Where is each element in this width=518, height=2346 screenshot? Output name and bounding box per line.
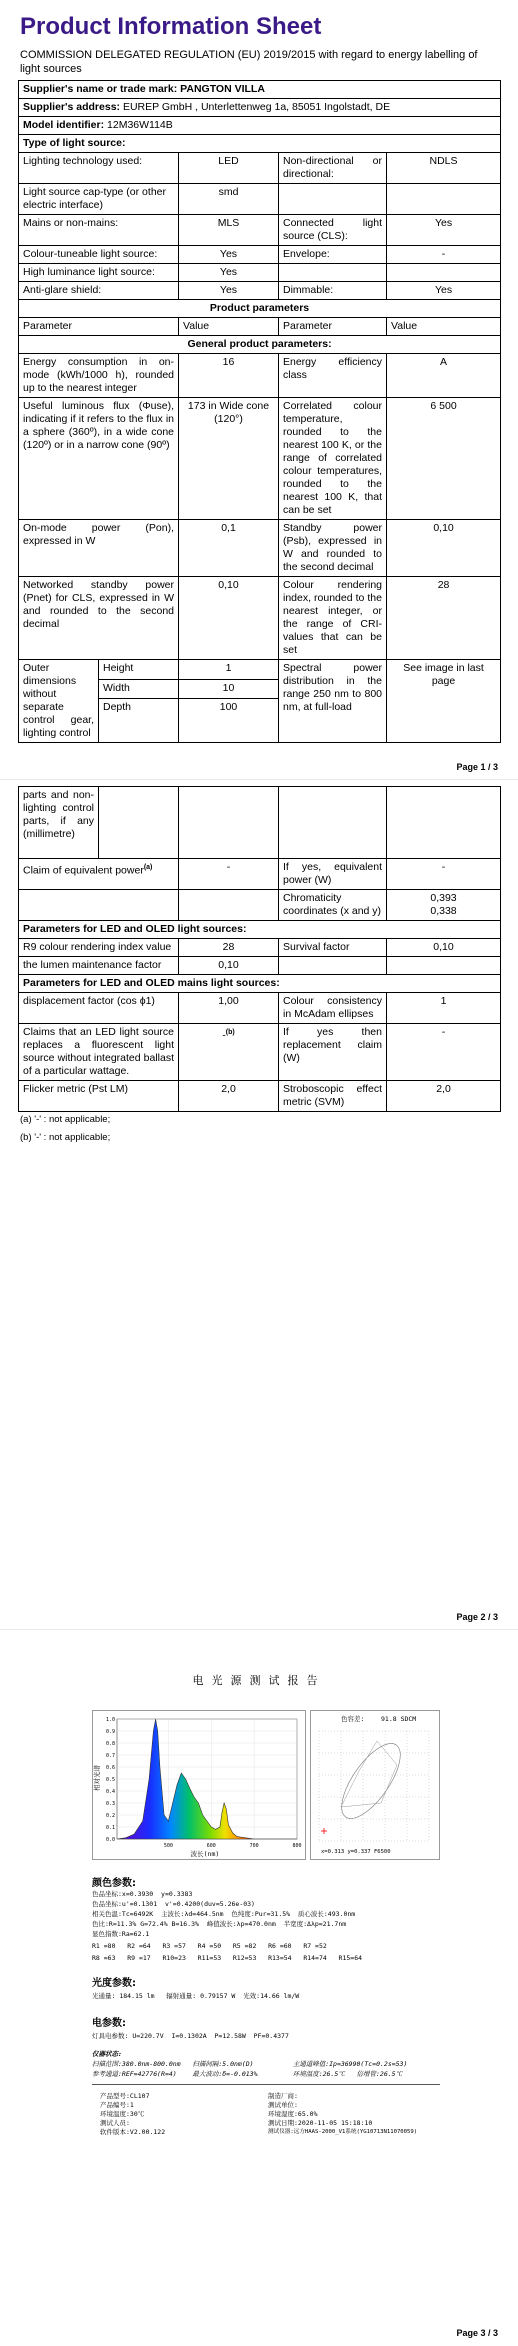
type-header: Type of light source: (19, 135, 501, 153)
footer-left-line: 产品编号:1 (100, 2101, 134, 2109)
electrical-line: 灯具电参数: U=220.7V I=0.1302A P=12.58W PF=0.4377 (92, 2032, 289, 2040)
general-value: 6 500 (387, 398, 501, 520)
claim-value: - (179, 859, 279, 890)
led-param: the lumen maintenance factor (19, 957, 179, 975)
led-param (279, 957, 387, 975)
outer-dimensions-label: Outer dimensions without separate control gear, lighting control (19, 660, 99, 743)
y-tick-label: 0.7 (105, 1753, 115, 1759)
photometric-title: 光度参数: (92, 1978, 136, 1989)
page-1 (0, 0, 518, 780)
claim-label: Claim of equivalent power$^{(a)}$ (19, 859, 179, 890)
cie-chart-svg (311, 1711, 439, 1859)
ifyes-power-label: If yes, equivalent power (W) (279, 859, 387, 890)
general-param: On-mode power (Pon), expressed in W (19, 520, 179, 577)
mains-param: Colour consistency in McAdam ellipses (279, 993, 387, 1024)
type-value (387, 184, 501, 215)
chromaticity-value: 0,393 0,338 (387, 890, 501, 921)
footer-left-line: 测试人员: (100, 2119, 130, 2127)
supplier-name-label: Supplier's name or trade mark: (23, 83, 178, 95)
type-param: Non-directional or directional: (279, 153, 387, 184)
type-value: Yes (179, 246, 279, 264)
page-title: Product Information Sheet (20, 13, 322, 40)
model-row (19, 117, 501, 135)
supplier-address-row (19, 99, 501, 117)
chroma-tolerance-label: 色容差: (341, 1715, 365, 1723)
general-value: 173 in Wide cone (120°) (179, 398, 279, 520)
general-parameters-header: General product parameters: (19, 336, 501, 354)
regulation-subtitle: COMMISSION DELEGATED REGULATION (EU) 2019/2015 with regard to energy labelling of light sources (20, 49, 478, 75)
footer-right-line: 制造厂商: (268, 2092, 298, 2100)
y-axis-label: 相对光谱 (93, 1765, 101, 1791)
instrument-title: 仪器状态: (92, 2050, 122, 2058)
y-tick-label: 1.0 (105, 1717, 115, 1723)
page-2 (0, 780, 518, 1630)
x-tick-label: 500 (163, 1843, 173, 1849)
page-number: Page 3 / 3 (456, 2328, 498, 2338)
general-param: Networked standby power (Pnet) for CLS, expressed in W and rounded to the second decimal (19, 577, 179, 660)
color-param-line: R8 =63 R9 =17 R10=23 R11=53 R12=53 R13=54 R14=74 R15=64 (92, 1954, 363, 1962)
supplier-address-label: Supplier's address: (23, 101, 121, 113)
type-value: Yes (179, 282, 279, 300)
general-param: Colour rendering index, rounded to the nearest integer, or the range of CRI-values that can be set (279, 577, 387, 660)
y-tick-label: 0.0 (105, 1837, 115, 1843)
type-value: smd (179, 184, 279, 215)
type-param: Envelope: (279, 246, 387, 264)
dimension-value: 10 (179, 679, 279, 699)
cie-point (321, 1828, 327, 1834)
type-value: NDLS (387, 153, 501, 184)
footer-right-line: 测试日期:2020-11-05 15:18:10 (268, 2119, 373, 2127)
general-param: Correlated colour temperature, rounded to the nearest 100 K, or the range of correlated colour temperatures, rounded to the nearest 100 K, that can be set (279, 398, 387, 520)
report-divider (92, 2084, 440, 2085)
type-param: Lighting technology used: (19, 153, 179, 184)
supplier-address-value: EUREP GmbH , Unterlettenweg 1a, 85051 Ingolstadt, DE (122, 101, 391, 113)
column-header: Parameter (279, 318, 387, 336)
led-param: R9 colour rendering index value (19, 939, 179, 957)
led-value: 28 (179, 939, 279, 957)
cie-caption: x=0.313 y=0.337 F6500 (321, 1849, 391, 1855)
x-tick-label: 700 (249, 1843, 259, 1849)
spectrum-chart (92, 1710, 306, 1860)
footnote-b: (b) '-' : not applicable; (20, 1132, 111, 1143)
dimension-label: Height (99, 660, 179, 680)
footnote-a: (a) '-' : not applicable; (20, 1114, 111, 1125)
footer-right-line: 测试单位: (268, 2101, 298, 2109)
type-value: - (387, 246, 501, 264)
page-3 (0, 1630, 518, 2346)
y-tick-label: 0.9 (105, 1729, 115, 1735)
model-label: Model identifier: (23, 119, 105, 131)
mains-value: 2,0 (179, 1081, 279, 1112)
general-value: A (387, 354, 501, 398)
y-tick-label: 0.6 (105, 1765, 115, 1771)
mains-value: 1 (387, 993, 501, 1024)
led-param: Survival factor (279, 939, 387, 957)
led-parameters-header: Parameters for LED and OLED light sources: (19, 921, 501, 939)
ifyes-power-value: - (387, 859, 501, 890)
dimension-value: 100 (179, 699, 279, 743)
general-value: 0,10 (179, 577, 279, 660)
product-info-table (18, 80, 501, 743)
type-value (387, 264, 501, 282)
column-header: Parameter (19, 318, 179, 336)
y-tick-label: 0.3 (105, 1801, 115, 1807)
cie-grid (319, 1731, 429, 1841)
type-param: Colour-tuneable light source: (19, 246, 179, 264)
type-param (279, 184, 387, 215)
mains-param: displacement factor (cos ϕ1) (19, 993, 179, 1024)
mains-value: 2,0 (387, 1081, 501, 1112)
footer-left-line: 产品型号:CL107 (100, 2092, 150, 2100)
supplier-name-value: PANGTON VILLA (180, 83, 265, 95)
color-param-line: R1 =80 R2 =64 R3 =57 R4 =50 R5 =82 R6 =60 R7 =52 (92, 1942, 327, 1950)
cie-chart (310, 1710, 440, 1860)
type-param: Connected light source (CLS): (279, 215, 387, 246)
color-param-line: 相关色温:Tc=6492K 主波长:λd=464.5nm 色纯度:Pur=31.5% 质心波长:493.0nm (92, 1910, 356, 1918)
dimension-value: 1 (179, 660, 279, 680)
type-value: MLS (179, 215, 279, 246)
page-number: Page 1 / 3 (456, 762, 498, 772)
chromaticity-label: Chromaticity coordinates (x and y) (279, 890, 387, 921)
type-param: Mains or non-mains: (19, 215, 179, 246)
macadam-ellipse (331, 1735, 411, 1828)
y-tick-label: 0.1 (105, 1825, 115, 1831)
column-header: Value (387, 318, 501, 336)
type-param: Anti-glare shield: (19, 282, 179, 300)
color-params-title: 颜色参数: (92, 1878, 136, 1889)
type-param: High luminance light source: (19, 264, 179, 282)
general-value: 28 (387, 577, 501, 660)
type-value: Yes (387, 282, 501, 300)
color-param-line: 显色指数:Ra=62.1 (92, 1930, 150, 1938)
type-param: Light source cap-type (or other electric interface) (19, 184, 179, 215)
dimension-label: Depth (99, 699, 179, 743)
supplier-name-row (19, 81, 501, 99)
type-value: Yes (387, 215, 501, 246)
general-param: Energy efficiency class (279, 354, 387, 398)
footer-right-line: 测试仪器:远方HAAS-2000_V1系统(YG10713N11070059) (268, 2129, 418, 2135)
x-tick-label: 600 (206, 1843, 216, 1849)
mains-param: Claims that an LED light source replaces a fluorescent light source without integrated ballast of a particular wattage. (19, 1024, 179, 1081)
y-tick-label: 0.8 (105, 1741, 115, 1747)
mains-value: - (387, 1024, 501, 1081)
mains-parameters-header: Parameters for LED and OLED mains light sources: (19, 975, 501, 993)
mains-value: 1,00 (179, 993, 279, 1024)
general-param: Standby power (Psb), expressed in W and rounded to the second decimal (279, 520, 387, 577)
product-info-table-continued (18, 786, 501, 1112)
spectral-label: Spectral power distribution in the range 250 nm to 800 nm, at full-load (279, 660, 387, 743)
footer-right-line: 环境湿度:65.0% (268, 2110, 318, 2118)
mains-param: Stroboscopic effect metric (SVM) (279, 1081, 387, 1112)
footer-left-line: 环境温度:30℃ (100, 2110, 145, 2118)
mains-param: Flicker metric (Pst LM) (19, 1081, 179, 1112)
color-param-line: 色品坐标:x=0.3930 y=0.3383 (92, 1890, 193, 1898)
electrical-title: 电参数: (92, 2018, 126, 2029)
photometric-line: 光通量: 184.15 lm 辐射通量: 0.79157 W 光效:14.66 lm/W (92, 1992, 300, 2000)
spectrum-chart-svg (93, 1711, 305, 1859)
type-value: Yes (179, 264, 279, 282)
general-param: Useful luminous flux (Φuse), indicating if it refers to the flux in a sphere (360º), in a wide cone (120º) or in a narrow cone (90º) (19, 398, 179, 520)
dimension-label: Width (99, 679, 179, 699)
page-number: Page 2 / 3 (456, 1612, 498, 1622)
chroma-tolerance-value: 91.8 SDCM (381, 1715, 417, 1723)
report-title: 电光源测试报告 (192, 1674, 326, 1687)
y-tick-label: 0.2 (105, 1813, 115, 1819)
general-value: 16 (179, 354, 279, 398)
x-tick-label: 800 (292, 1843, 302, 1849)
led-value (387, 957, 501, 975)
y-tick-label: 0.4 (105, 1789, 115, 1795)
instrument-line: 扫描范围:380.0nm-800.0nm 扫描间隔:5.0nm(D) 主通道峰值:Ip=36990(Tc=0.2s=53) (92, 2060, 408, 2068)
mains-param: If yes then replacement claim (W) (279, 1024, 387, 1081)
type-param: Dimmable: (279, 282, 387, 300)
color-param-line: 色品坐标:u'=0.1301 v'=0.4200(duv=5.26e-03) (92, 1900, 255, 1908)
led-value: 0,10 (179, 957, 279, 975)
product-parameters-header: Product parameters (19, 300, 501, 318)
outer-dimensions-continued: parts and non-lighting control parts, if any (millimetre) (19, 787, 99, 859)
mains-value: -$^{(b)}$ (179, 1024, 279, 1081)
column-header: Value (179, 318, 279, 336)
type-value: LED (179, 153, 279, 184)
type-param (279, 264, 387, 282)
general-value: 0,10 (387, 520, 501, 577)
general-value: 0,1 (179, 520, 279, 577)
model-value: 12M36W114B (107, 119, 173, 131)
general-param: Energy consumption in on-mode (kWh/1000 h), rounded up to the nearest integer (19, 354, 179, 398)
y-tick-label: 0.5 (105, 1777, 115, 1783)
x-axis-label: 波长(nm) (190, 1850, 220, 1858)
spectral-value: See image in last page (387, 660, 501, 743)
footer-left-line: 软件版本:V2.00.122 (100, 2128, 166, 2136)
instrument-line: 参考通道:REF=42776(R=4) 最大波动:δ=-0.013% 环境温度:26.5℃ 倍增管:26.5℃ (92, 2070, 403, 2078)
color-param-line: 色比:R=11.3% G=72.4% B=16.3% 峰值波长:λp=470.0nm 半宽度:Δλp=21.7nm (92, 1920, 347, 1928)
led-value: 0,10 (387, 939, 501, 957)
